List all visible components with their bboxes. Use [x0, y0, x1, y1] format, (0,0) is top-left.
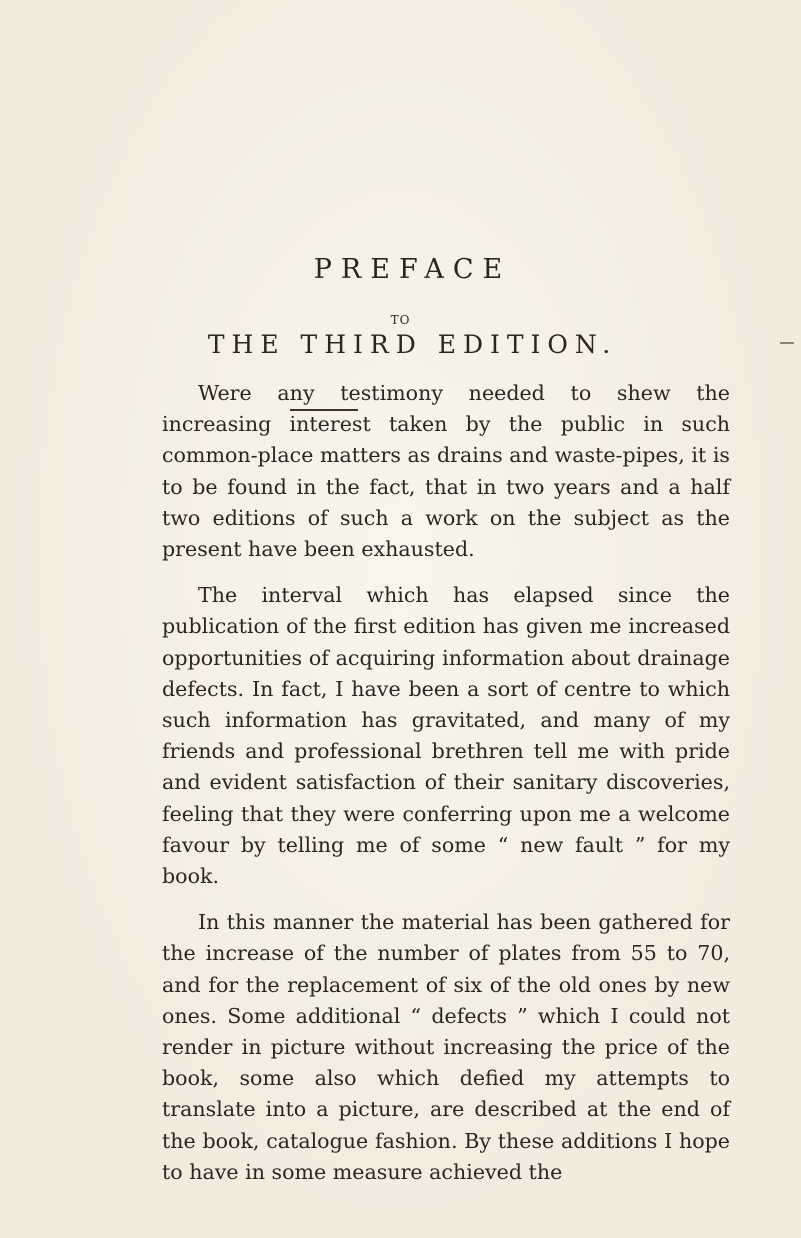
margin-mark — [780, 342, 794, 344]
preface-body — [162, 378, 730, 1203]
paragraph-2: The interval which has elapsed since the publication of the first edition has given me increased opportunities of acquiring information about drainage defects. In fact, I have been a sort of centre to which such information has gravitated, and many of my friends and professional brethren tell me with pride and evident satisfaction of their sanitary discoveries, feeling that they were conferring upon me a welcome favour by telling me of some “ new fault ” for my book. — [162, 583, 730, 889]
paragraph-3: In this manner the material has been gathered for the increase of the number of plates from 55 to 70, and for the replacement of six of the old ones by new ones. Some additional “ defects ” which I could not render in picture without increasing the price of the book, some also which defied my attempts to translate into a picture, are described at the end of the book, catalogue fashion. By these additions I hope to have in some measure achieved the — [162, 910, 730, 1184]
edition-subtitle: THE THIRD EDITION. — [207, 330, 618, 359]
paragraph-1: Were any testimony needed to shew the increasing interest taken by the public in such common-place matters as drains and waste-pipes, it is to be found in the fact, that in two years and a half two editions of such a work on the subject as the present have been exhausted. — [162, 381, 730, 562]
preface-title: PREFACE — [313, 254, 512, 285]
preface-connector: TO — [390, 313, 411, 327]
